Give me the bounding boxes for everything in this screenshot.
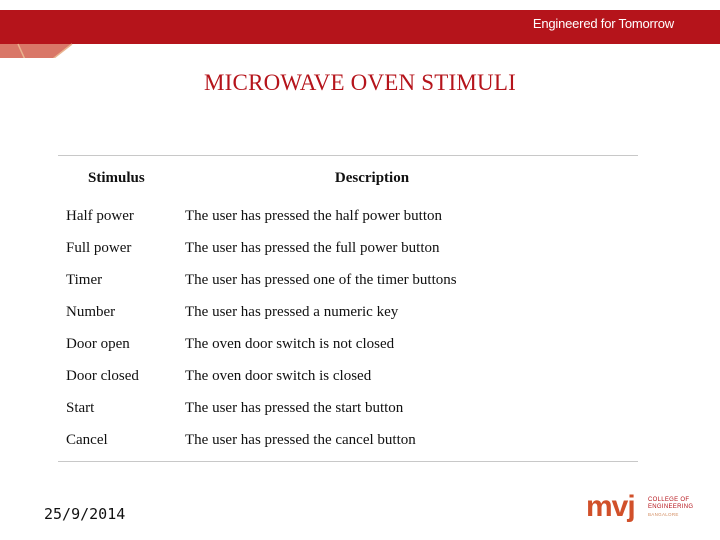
description-cell: The user has pressed the start button bbox=[185, 399, 404, 416]
stimulus-cell: Start bbox=[66, 399, 95, 416]
stimulus-cell: Door open bbox=[66, 335, 130, 352]
stimulus-cell: Cancel bbox=[66, 431, 108, 448]
header-stimulus: Stimulus bbox=[88, 169, 145, 186]
description-cell: The oven door switch is not closed bbox=[185, 335, 395, 352]
table-header-row bbox=[58, 156, 638, 200]
stimuli-table bbox=[58, 155, 638, 462]
logo-line-3: BANGALORE bbox=[648, 512, 679, 517]
logo-line-2: ENGINEERING bbox=[648, 504, 694, 510]
description-cell: The user has pressed the full power button bbox=[185, 239, 440, 256]
slide-title: MICROWAVE OVEN STIMULI bbox=[204, 70, 516, 95]
footer-date: 25/9/2014 bbox=[44, 505, 126, 523]
description-cell: The oven door switch is closed bbox=[185, 367, 372, 384]
table-row bbox=[58, 424, 638, 461]
logo-mark: mvj bbox=[586, 490, 635, 523]
table-row bbox=[58, 360, 638, 392]
stimulus-cell: Number bbox=[66, 303, 116, 320]
table-row bbox=[58, 296, 638, 328]
header-accent-fold bbox=[0, 44, 72, 58]
logo-line-1: COLLEGE OF bbox=[648, 497, 690, 503]
description-cell: The user has pressed the cancel button bbox=[185, 431, 416, 448]
college-logo bbox=[586, 490, 706, 530]
table-row bbox=[58, 328, 638, 360]
stimulus-cell: Full power bbox=[66, 239, 132, 256]
table-row bbox=[58, 232, 638, 264]
logo-text bbox=[648, 497, 693, 518]
description-cell: The user has pressed a numeric key bbox=[185, 303, 399, 320]
description-cell: The user has pressed one of the timer buttons bbox=[185, 271, 457, 288]
stimulus-cell: Timer bbox=[66, 271, 103, 288]
description-cell: The user has pressed the half power button bbox=[185, 207, 443, 224]
stimulus-cell: Half power bbox=[66, 207, 134, 224]
header-description: Description bbox=[334, 169, 410, 186]
header-tagline: Engineered for Tomorrow bbox=[532, 16, 674, 31]
stimulus-cell: Door closed bbox=[66, 367, 139, 384]
table-row bbox=[58, 264, 638, 296]
table-row bbox=[58, 200, 638, 232]
table-row bbox=[58, 392, 638, 424]
